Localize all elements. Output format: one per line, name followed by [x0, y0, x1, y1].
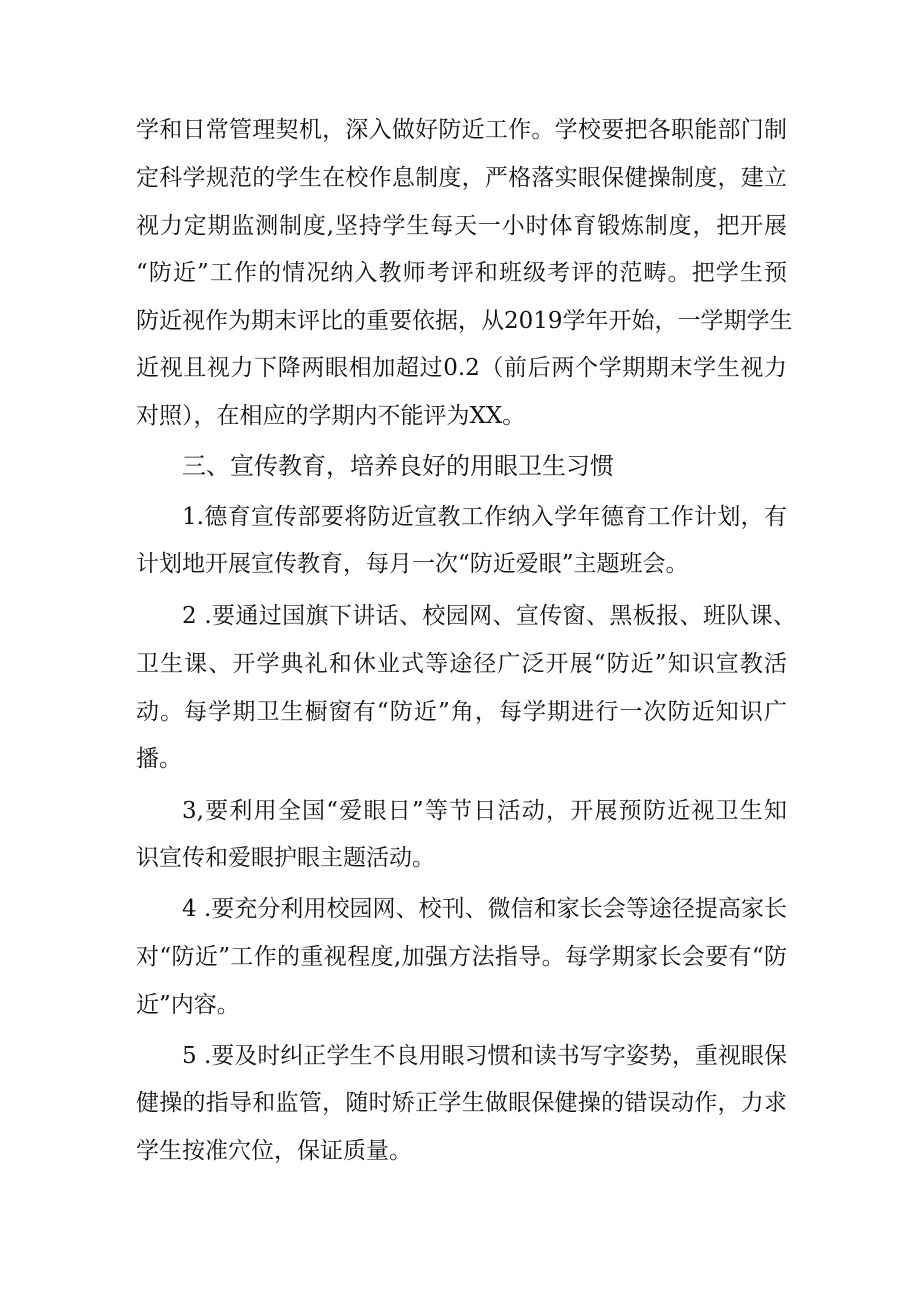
- list-item-line: 健操的指导和监管，随时矫正学生做眼保健操的错误动作，力求: [136, 1090, 787, 1116]
- section-heading: 三、宣传教育，培养良好的用眼卫生习惯: [182, 452, 614, 480]
- list-item-line: 3,要利用全国“爱眼日”等节日活动，开展预防近视卫生知: [182, 798, 787, 824]
- paragraph-line: 防近视作为期末评比的重要依据，从2019学年开始，一学期学生: [136, 308, 793, 334]
- list-item-line: 识宣传和爱眼护眼主题活动。: [136, 845, 435, 871]
- paragraph-line: “防近”工作的情况纳入教师考评和班级考评的范畴。把学生预: [136, 260, 787, 286]
- list-item-line: 播。: [136, 746, 182, 772]
- list-item-line: 近”内容。: [136, 992, 240, 1018]
- list-item-line: 5 .要及时纠正学生不良用眼习惯和读书写字姿势，重视眼保: [182, 1043, 787, 1069]
- paragraph-line: 对照），在相应的学期内不能评为XX。: [136, 403, 526, 429]
- paragraph-line: 近视且视力下降两眼相加超过0.2（前后两个学期期末学生视力: [136, 355, 787, 381]
- list-item-line: 学生按准穴位，保证质量。: [136, 1138, 412, 1164]
- paragraph-line: 定科学规范的学生在校作息制度，严格落实眼保健操制度，建立: [136, 165, 787, 191]
- list-item-line: 对“防近”工作的重视程度,加强方法指导。每学期家长会要有“防: [136, 944, 787, 970]
- paragraph-line: 视力定期监测制度,坚持学生每天一小时体育锻炼制度，把开展: [136, 213, 787, 239]
- list-item-line: 卫生课、开学典礼和休业式等途径广泛开展“防近”知识宣教活: [136, 651, 787, 677]
- paragraph-line: 学和日常管理契机，深入做好防近工作。学校要把各职能部门制: [136, 117, 787, 143]
- list-item-line: 2 .要通过国旗下讲话、校园网、宣传窗、黑板报、班队课、: [182, 603, 796, 629]
- list-item-line: 计划地开展宣传教育，每月一次“防近爱眼”主题班会。: [136, 551, 689, 577]
- list-item-line: 4 .要充分利用校园网、校刊、微信和家长会等途径提高家长: [182, 896, 787, 922]
- list-item-line: 1.德育宣传部要将防近宣教工作纳入学年德育工作计划，有: [182, 504, 787, 530]
- list-item-line: 动。每学期卫生橱窗有“防近”角，每学期进行一次防近知识广: [136, 699, 787, 725]
